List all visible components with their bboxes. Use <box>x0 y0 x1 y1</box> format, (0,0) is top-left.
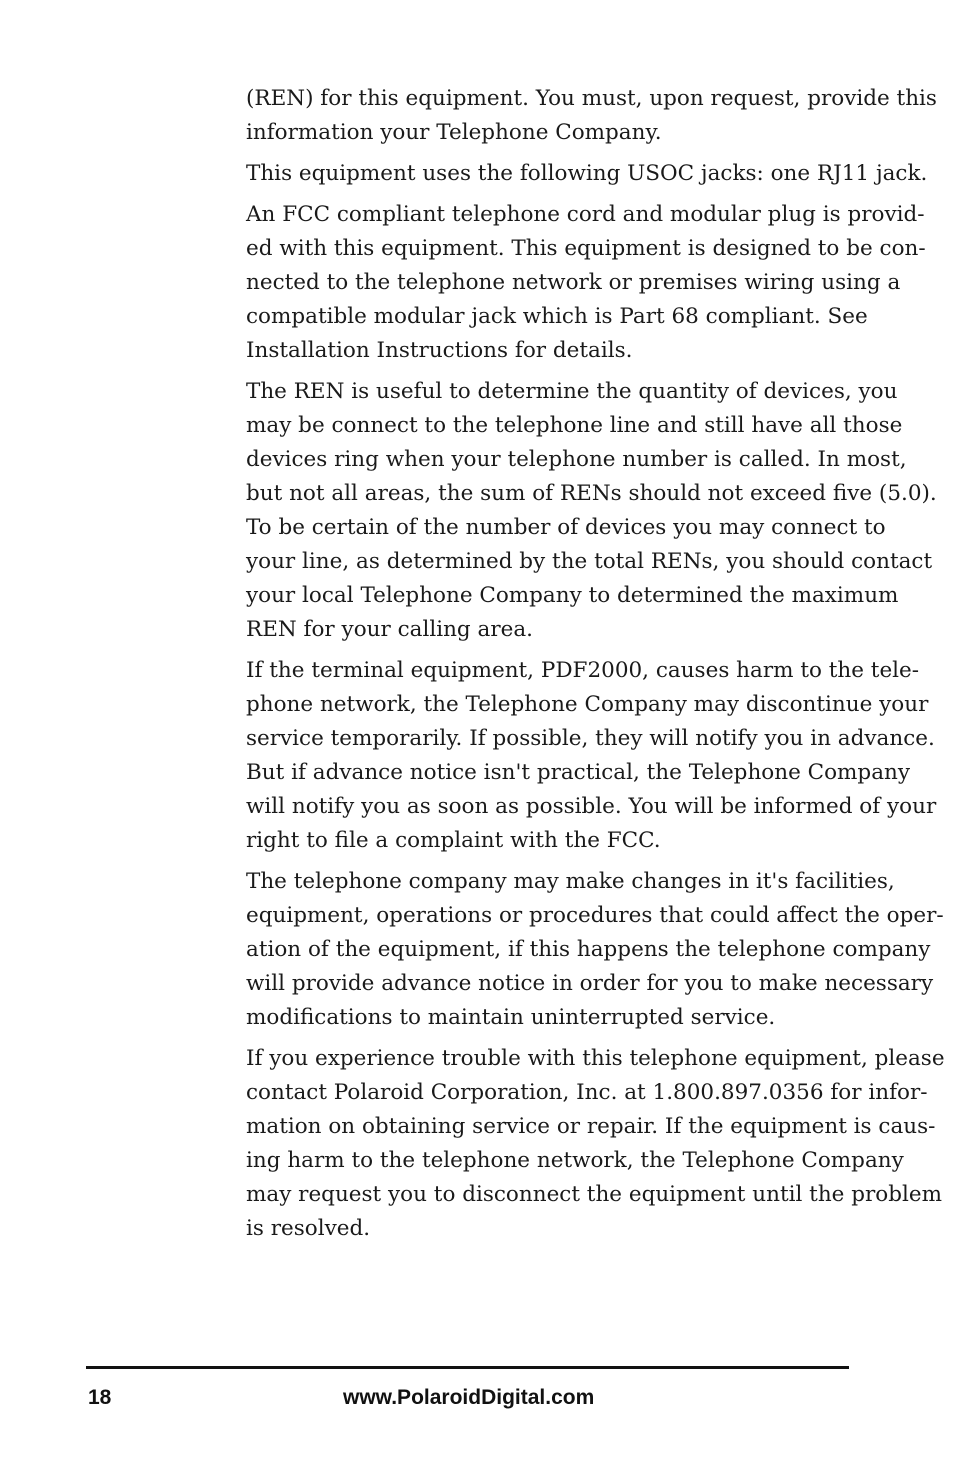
text-line: This equipment uses the following USOC jacks: one RJ11 jack. <box>246 161 928 186</box>
body-text <box>246 82 945 1253</box>
paragraph-facility-changes <box>246 865 944 1035</box>
text-line: contact Polaroid Corporation, Inc. at 1.800.897.0356 for infor- <box>246 1080 928 1105</box>
text-line: REN for your calling area. <box>246 617 533 642</box>
paragraph-ren-usage <box>246 375 937 647</box>
text-line: The telephone company may make changes in it's facilities, <box>246 869 895 894</box>
text-line: To be certain of the number of devices you may connect to <box>246 515 886 540</box>
text-line: If the terminal equipment, PDF2000, causes harm to the tele- <box>246 658 920 683</box>
text-line: An FCC compliant telephone cord and modular plug is provid- <box>246 202 925 227</box>
text-line: devices ring when your telephone number is called. In most, <box>246 447 907 472</box>
text-line: ation of the equipment, if this happens the telephone company <box>246 937 931 962</box>
page-number: 18 <box>88 1386 112 1409</box>
paragraph-network-harm <box>246 654 937 858</box>
text-line: right to file a complaint with the FCC. <box>246 828 661 853</box>
text-line: will notify you as soon as possible. You will be informed of your <box>246 794 937 819</box>
text-line: ing harm to the telephone network, the Telephone Company <box>246 1148 904 1173</box>
footer-url: www.PolaroidDigital.com <box>343 1386 595 1409</box>
text-line: is resolved. <box>246 1216 371 1241</box>
text-line: mation on obtaining service or repair. If the equipment is caus- <box>246 1114 936 1139</box>
text-line: information your Telephone Company. <box>246 120 662 145</box>
text-line: your line, as determined by the total RENs, you should contact <box>246 549 933 574</box>
text-line: service temporarily. If possible, they will notify you in advance. <box>246 726 935 751</box>
text-line: will provide advance notice in order for you to make necessary <box>246 971 934 996</box>
text-line: modifications to maintain uninterrupted service. <box>246 1005 776 1030</box>
text-line: may be connect to the telephone line and still have all those <box>246 413 903 438</box>
text-line: your local Telephone Company to determined the maximum <box>246 583 899 608</box>
text-line: ed with this equipment. This equipment is designed to be con- <box>246 236 926 261</box>
text-line: Installation Instructions for details. <box>246 338 633 363</box>
text-line: If you experience trouble with this telephone equipment, please <box>246 1046 945 1071</box>
paragraph-trouble-contact <box>246 1042 945 1246</box>
text-line: may request you to disconnect the equipment until the problem <box>246 1182 942 1207</box>
text-line: (REN) for this equipment. You must, upon request, provide this <box>246 86 937 111</box>
text-line: But if advance notice isn't practical, the Telephone Company <box>246 760 911 785</box>
paragraph-ren-info <box>246 82 937 150</box>
text-line: compatible modular jack which is Part 68 compliant. See <box>246 304 868 329</box>
text-line: nected to the telephone network or premises wiring using a <box>246 270 901 295</box>
paragraph-fcc-cord <box>246 198 926 368</box>
text-line: The REN is useful to determine the quantity of devices, you <box>246 379 898 404</box>
footer-rule <box>86 1366 849 1369</box>
text-line: but not all areas, the sum of RENs should not exceed five (5.0). <box>246 481 937 506</box>
paragraph-usoc-jacks <box>246 157 928 191</box>
text-line: phone network, the Telephone Company may discontinue your <box>246 692 929 717</box>
text-line: equipment, operations or procedures that could affect the oper- <box>246 903 944 928</box>
